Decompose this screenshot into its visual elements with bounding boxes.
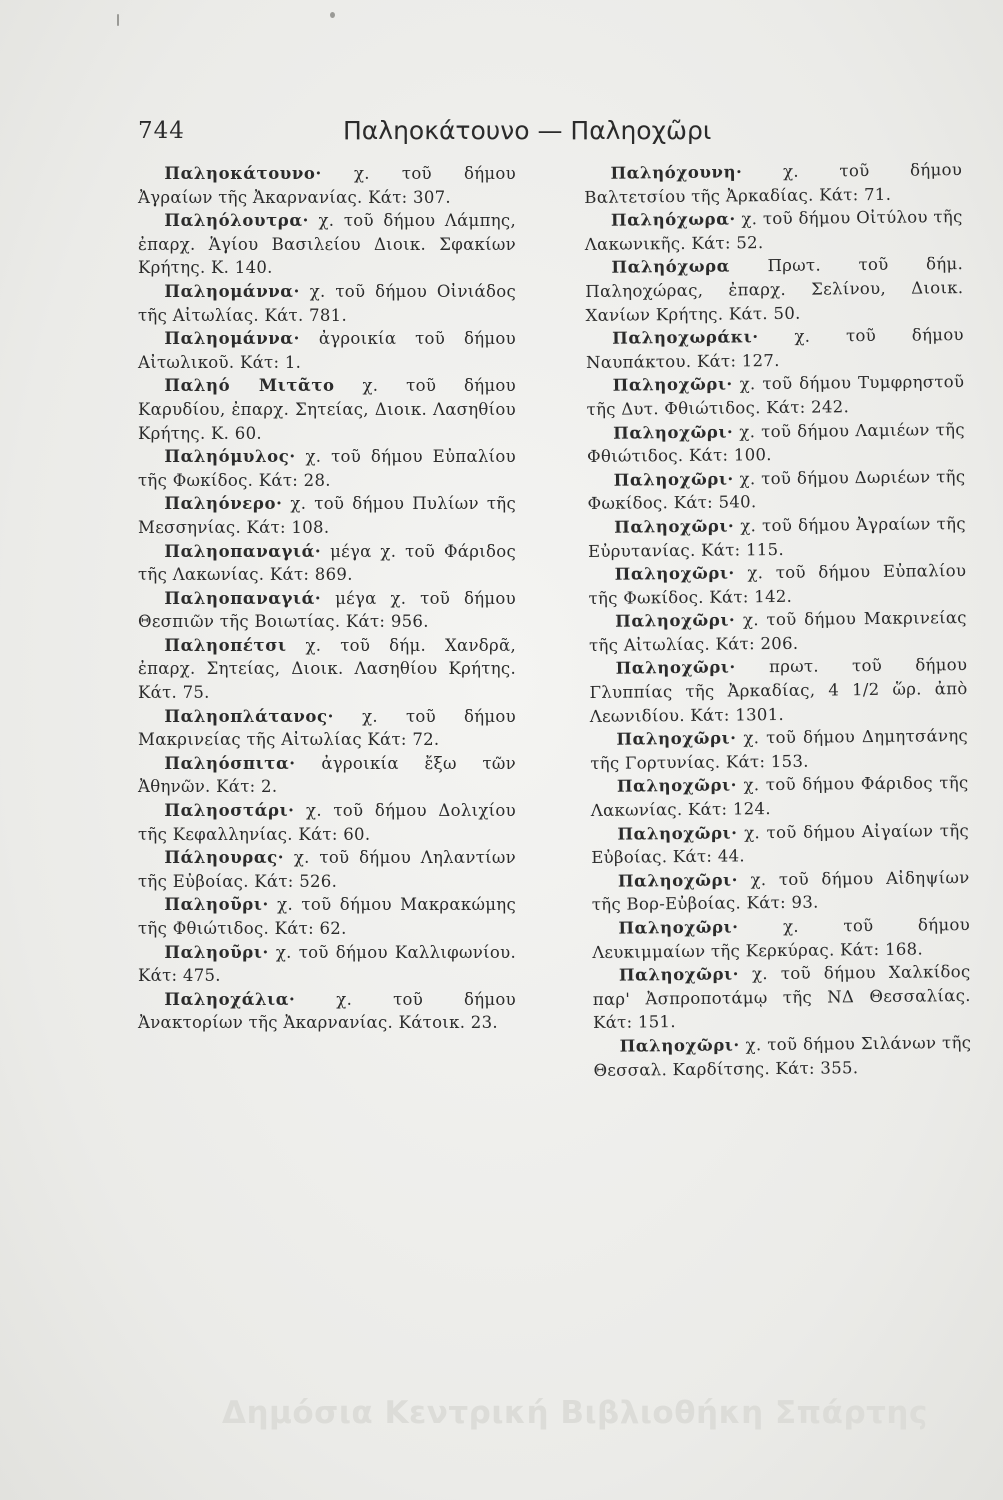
entry-headword: Παληοχῶρι· xyxy=(612,374,733,396)
running-head: Παληοκάτουνο — Παληοχῶρι xyxy=(343,116,712,145)
entry-headword: Παληοχῶρι· xyxy=(618,917,739,938)
entry xyxy=(590,771,968,822)
entry-text: χ. τοῦ δήμου Δημητσάνης τῆς Γορτυνίας. Κάτ: 153. xyxy=(590,726,969,773)
entry xyxy=(588,559,966,610)
entry-headword: Παληοχῶρι· xyxy=(619,1035,740,1056)
entry-text: χ. τοῦ δήμου Ἀγραίων τῆς Εὐρυτανίας. Κάτ: 115. xyxy=(587,513,966,561)
entry-headword: Παληοστάρι· xyxy=(164,801,295,821)
entry-headword: Παληοῦρι· xyxy=(164,895,269,915)
entry-text: πρωτ. τοῦ δήμου Γλυππίας τῆς Ἀρκαδίας, 4 1/2 ὥρ. ἀπὸ Λεωνιδίου. Κάτ: 1301. xyxy=(589,655,968,726)
entry-headword: Παληόχουνη· xyxy=(610,162,743,183)
entry xyxy=(587,465,965,516)
entry xyxy=(592,960,971,1035)
entry-headword: Παληοπέτσι xyxy=(164,635,287,655)
entry-text: χ. τοῦ δήμου Εὐπαλίου τῆς Φωκίδος. Κάτ: 142. xyxy=(588,561,967,608)
entry xyxy=(138,327,516,374)
entry xyxy=(138,846,516,893)
entry xyxy=(588,512,966,563)
entry-headword: Παληοχῶρι· xyxy=(616,728,737,749)
entry xyxy=(138,893,516,940)
entry-text: χ. τοῦ δήμου Καρυδίου, ἐπαρχ. Σητείας, Διοικ. Λασηθίου Κρήτης. Κ. 60. xyxy=(138,376,516,443)
entry-headword: Παληομάννα· xyxy=(164,281,300,301)
entry xyxy=(590,724,968,775)
entry-headword: Παληοχῶρι· xyxy=(614,516,735,537)
entry-text: χ. τοῦ δήμου Φάριδος τῆς Λακωνίας. Κάτ: 124. xyxy=(590,773,969,820)
entry xyxy=(587,418,965,469)
entry-text: χ. τοῦ δήμου Λευκιμμαίων τῆς Κερκύρας. Κάτ: 168. xyxy=(592,915,971,962)
entry-headword: Παληόλουτρα· xyxy=(164,211,309,231)
entry-headword: Παληοχῶρι· xyxy=(617,823,738,844)
entry-headword: Παληοχῶρι· xyxy=(617,870,739,891)
entry-headword: Παληόχωρα xyxy=(611,256,731,278)
entry-headword: Παληοχῶρι· xyxy=(615,610,736,631)
right-column xyxy=(584,158,972,1082)
entry-text: χ. τοῦ δήμου Μακρακώμης τῆς Φθιώτιδος. Κάτ: 62. xyxy=(138,895,516,938)
page-header xyxy=(138,118,898,158)
entry xyxy=(138,540,516,587)
entry-headword: Παληοχάλια· xyxy=(164,989,296,1009)
entry-text: χ. τοῦ δήμου Ἀγραίων τῆς Ἀκαρνανίας. Κάτ: 307. xyxy=(138,164,516,207)
entry-headword: Πάληουρας· xyxy=(164,848,285,868)
entry-text: χ. τοῦ δήμου Καλλιφωνίου. Κάτ: 475. xyxy=(138,942,516,986)
entry xyxy=(585,252,964,327)
entry xyxy=(584,158,962,209)
entry-headword: Παληοχῶρι· xyxy=(614,563,735,584)
entry xyxy=(138,634,516,705)
entry xyxy=(138,445,516,492)
entry-text: ἀγροικία τοῦ δήμου Αἰτωλικοῦ. Κάτ: 1. xyxy=(138,329,516,372)
entry xyxy=(138,492,516,539)
entry xyxy=(138,799,516,846)
library-watermark: Δημόσια Κεντρική Βιβλιοθήκη Σπάρτης xyxy=(222,1395,928,1431)
entry-text: μέγα χ. τοῦ Φάριδος τῆς Λακωνίας. Κάτ: 869. xyxy=(138,541,516,585)
entry-headword: Παληοχῶρι· xyxy=(615,657,736,679)
entry xyxy=(586,323,964,374)
entry xyxy=(592,913,970,964)
entry-text: χ. τοῦ δήμου Μακρινείας τῆς Αἰτωλίας Κάτ: 72. xyxy=(138,706,516,750)
entry-text: Πρωτ. τοῦ δήμ. Παληοχώρας, ἐπαρχ. Σελίνου, Διοικ. Χανίων Κρήτης. Κάτ. 50. xyxy=(585,254,964,325)
entry xyxy=(138,209,516,280)
entry xyxy=(591,866,969,917)
entry-text: χ. τοῦ δήμου Σιλάνων τῆς Θεσσαλ. Καρδίτσης. Κάτ: 355. xyxy=(593,1032,972,1080)
entry xyxy=(584,205,962,256)
entry-text: χ. τοῦ δήμου Πυλίων τῆς Μεσσηνίας. Κάτ: 108. xyxy=(138,494,516,537)
page-number: 744 xyxy=(138,118,185,144)
entry-headword: Παληοπαναγιά· xyxy=(164,588,322,608)
entry xyxy=(138,941,516,988)
entry-text: χ. τοῦ δήμου Χαλκίδος παρ' Ἀσπροποτάμῳ τῆς ΝΔ Θεσσαλίας. Κάτ: 151. xyxy=(592,962,971,1033)
entry-text: χ. τοῦ δήμου Βαλτετσίου τῆς Ἀρκαδίας. Κάτ: 71. xyxy=(584,160,963,207)
entry xyxy=(138,988,516,1035)
entry-text: χ. τοῦ δήμου Δολιχίου τῆς Κεφαλληνίας. Κάτ: 60. xyxy=(138,801,516,844)
entry-text: χ. τοῦ δήμ. Χανδρᾶ, ἐπαρχ. Σητείας, Διοικ. Λασηθίου Κρήτης. Κάτ. 75. xyxy=(138,635,516,703)
entry-headword: Παληοπλάτανος· xyxy=(164,706,335,726)
entry-headword: Παληοχῶρι· xyxy=(613,469,734,490)
entry-headword: Παληοῦρι· xyxy=(164,942,269,962)
entry xyxy=(589,653,968,728)
entry-text: χ. τοῦ δήμου Εὐπαλίου τῆς Φωκίδος. Κάτ: 28. xyxy=(138,447,516,490)
entry-headword: Παληόσπιτα· xyxy=(164,753,296,773)
entry-headword: Παληόχωρα· xyxy=(610,209,736,230)
entry-text: χ. τοῦ δήμου Ναυπάκτου. Κάτ: 127. xyxy=(585,325,964,372)
entry-text: μέγα χ. τοῦ δήμου Θεσπιῶν τῆς Βοιωτίας. Κάτ: 956. xyxy=(138,588,516,632)
entry-text: χ. τοῦ δήμου Τυμφρηστοῦ τῆς Δυτ. Φθιώτιδος. Κάτ: 242. xyxy=(586,372,965,419)
scan-speck xyxy=(117,14,119,26)
entry xyxy=(138,280,516,327)
entry-text: ἀγροικία ἔξω τῶν Ἀθηνῶν. Κάτ: 2. xyxy=(138,753,516,797)
entry-headword: Παληό Μιτᾶτο xyxy=(164,376,335,396)
entry xyxy=(589,606,967,657)
entry-text: χ. τοῦ δήμου Οἰτύλου τῆς Λακωνικῆς. Κάτ: 52. xyxy=(584,207,963,254)
entry xyxy=(138,752,516,799)
entry-text: χ. τοῦ δήμου Αἰδηψίων τῆς Βορ-Εὐβοίας. Κάτ: 93. xyxy=(591,867,970,915)
entry-headword: Παληόνερο· xyxy=(164,494,283,514)
entry-text: χ. τοῦ δήμου Οἰνιάδος τῆς Αἰτωλίας. Κάτ. 781. xyxy=(138,281,516,325)
entry-headword: Παληοχῶρι· xyxy=(618,964,740,985)
entry-text: χ. τοῦ δήμου Δωριέων τῆς Φωκίδος. Κάτ: 540. xyxy=(587,466,966,514)
entry-headword: Παληοπαναγιά· xyxy=(164,541,322,561)
entry-headword: Παληόμυλος· xyxy=(164,447,296,467)
entry xyxy=(591,819,969,870)
entry-headword: Παληοχωράκι· xyxy=(612,327,759,348)
entry-headword: Παληομάννα· xyxy=(164,329,300,349)
entry-text: χ. τοῦ δήμου Ληλαντίων τῆς Εὐβοίας. Κάτ: 526. xyxy=(138,848,516,891)
entry xyxy=(593,1031,971,1082)
entry xyxy=(138,374,516,445)
entry-text: χ. τοῦ δήμου Λαμιέων τῆς Φθιώτιδος. Κάτ: 100. xyxy=(586,419,965,467)
entry xyxy=(138,705,516,752)
entry xyxy=(138,587,516,634)
scan-speck xyxy=(330,12,335,18)
entry xyxy=(138,162,516,209)
entry-text: χ. τοῦ δήμου Ἀνακτορίων τῆς Ἀκαρνανίας. Κάτοικ. 23. xyxy=(138,989,516,1033)
entry-headword: Παληοχῶρι· xyxy=(616,775,738,797)
left-column xyxy=(138,162,516,1035)
entry-headword: Παληοχῶρι· xyxy=(613,421,734,443)
entry-headword: Παληοκάτουνο· xyxy=(164,164,322,183)
entry-text: χ. τοῦ δήμου Λάμπης, ἐπαρχ. Ἁγίου Βασιλείου Διοικ. Σφακίων Κρήτης. Κ. 140. xyxy=(138,211,516,278)
entry xyxy=(586,370,964,421)
entry-text: χ. τοῦ δήμου Αἰγαίων τῆς Εὐβοίας. Κάτ: 44. xyxy=(591,820,970,868)
entry-text: χ. τοῦ δήμου Μακρινείας τῆς Αἰτωλίας. Κάτ: 206. xyxy=(588,608,967,655)
